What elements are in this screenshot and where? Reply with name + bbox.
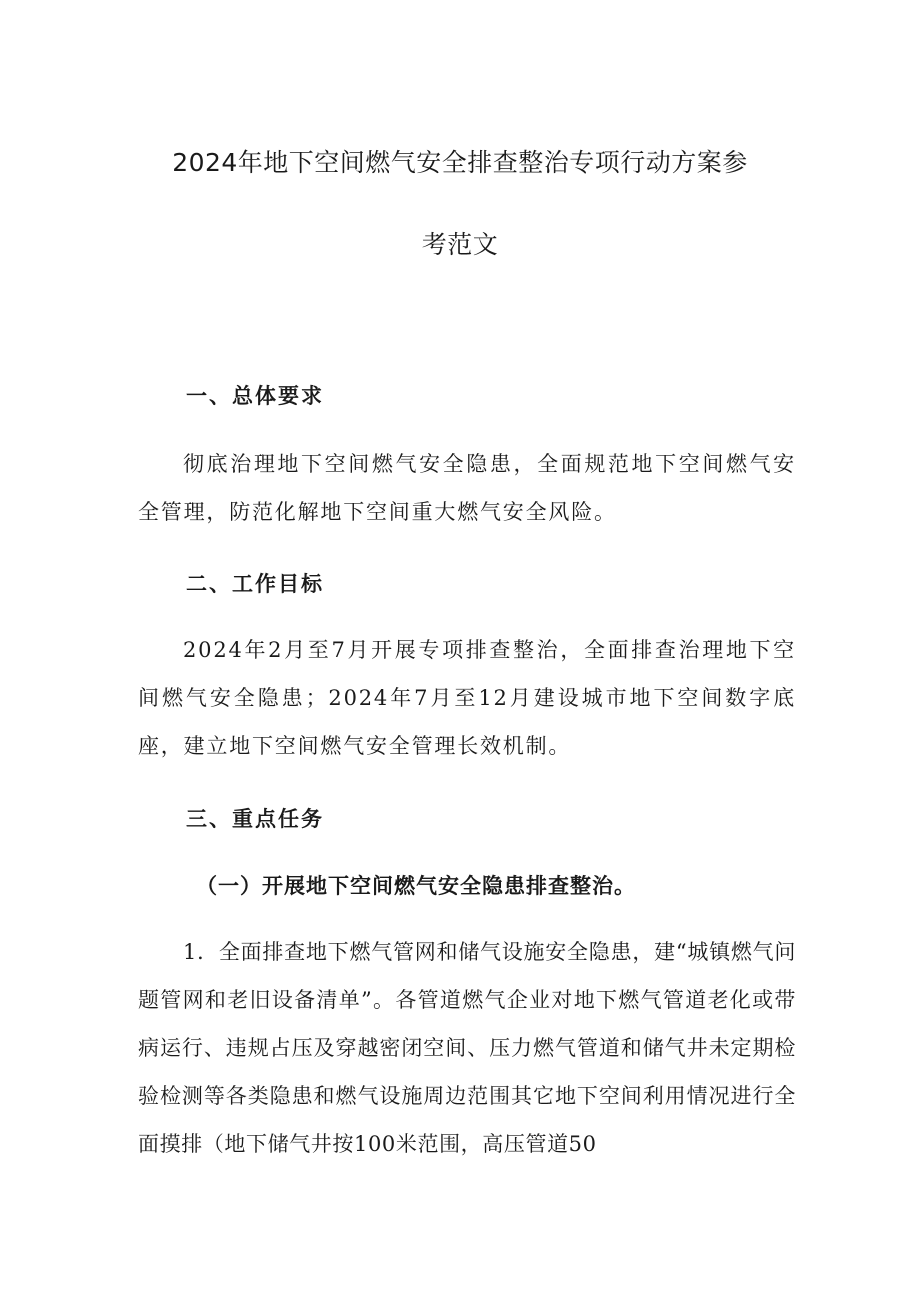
section-paragraph-hazard-inspection: 1．全面排查地下燃气管网和储气设施安全隐患，建“城镇燃气问题管网和老旧设备清单”。各管道燃气企业对地下燃气管道老化或带病运行、违规占压及穿越密闭空间、压力燃气管道和储气井未定期检验检测等各类隐患和燃气设施周边范围其它地下空间利用情况进行全面摸排（地下储气井按100米范围，高压管道50 — [138, 940, 796, 1156]
section-heading-overall-requirements: 一、总体要求 — [186, 384, 324, 408]
section-paragraph-overall-requirements: 彻底治理地下空间燃气安全隐患，全面规范地下空间燃气安全管理，防范化解地下空间重大燃气安全风险。 — [138, 452, 796, 524]
section-heading-work-goals: 二、工作目标 — [186, 572, 324, 596]
document-title-line-2: 考范文 — [421, 230, 499, 259]
section-heading-key-tasks: 三、重点任务 — [186, 807, 324, 831]
document-title-line-1: 2024年地下空间燃气安全排查整治专项行动方案参 — [172, 148, 748, 177]
section-paragraph-work-goals: 2024年2月至7月开展专项排查整治，全面排查治理地下空间燃气安全隐患；2024年7月至12月建设城市地下空间数字底座，建立地下空间燃气安全管理长效机制。 — [138, 638, 796, 758]
section-subheading-hazard-inspection: （一）开展地下空间燃气安全隐患排查整治。 — [196, 874, 636, 898]
